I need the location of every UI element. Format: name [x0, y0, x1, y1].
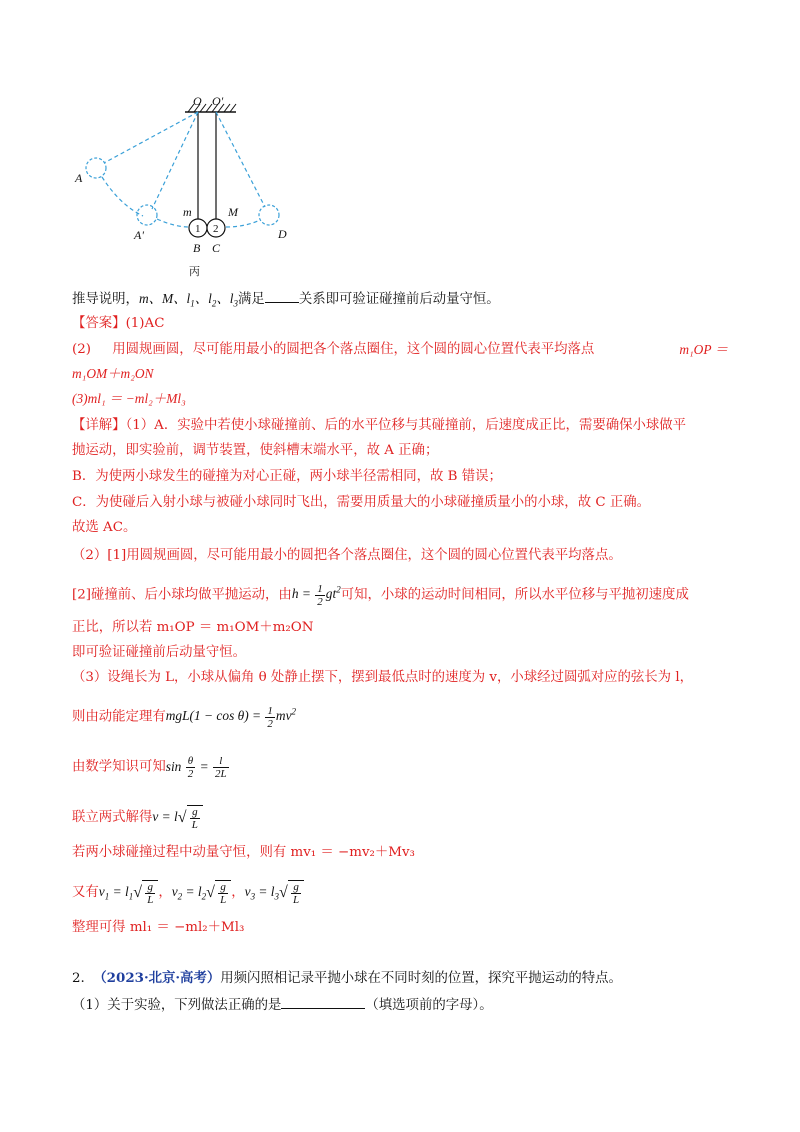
detail-3b — [72, 702, 296, 730]
formula-energy: mgL(1 − cos θ) = $\frac{1}{2}$ $mv^2$ — [165, 704, 297, 730]
label-O-prime: O' — [212, 94, 224, 108]
detail-3g: 整理可得 ml₁ ＝ −ml₂＋Ml₃ — [72, 920, 245, 935]
dashed-string-A-prime — [152, 112, 198, 209]
detail-3b-pre: 则由动能定理有 — [72, 709, 166, 725]
detail-3d — [72, 805, 203, 831]
detail-1b: 抛运动，即实验前，调节装置，使斜槽末端水平，故 A 正确； — [72, 443, 439, 458]
detail-label: 【详解】 — [72, 418, 126, 433]
detail-3e: 若两小球碰撞过程中动量守恒，则有 mv₁ ＝ −mv₂＋Mv₃ — [72, 845, 415, 860]
answer-line-1 — [72, 314, 164, 334]
derive-prefix: 推导说明， — [72, 292, 139, 307]
question-2-number: 2. — [72, 971, 85, 986]
arc-left — [102, 177, 143, 216]
detail-3f-pre: 又有 — [72, 885, 99, 901]
answer-2-eq1: m₁OP ＝ — [679, 342, 728, 357]
formula-sine: sin $\frac{\theta}{2}$ = $\frac{l}{2L}$ — [165, 755, 227, 780]
pendulum-diagram — [0, 0, 800, 290]
question-2-sub-1-post: （填选项前的字母）。 — [365, 998, 493, 1013]
ball-1-number: 1 — [195, 223, 201, 235]
question-2 — [72, 968, 622, 989]
answer-part-1: (1)AC — [125, 316, 165, 331]
detail-3c — [72, 755, 230, 780]
question-2-sub-1 — [72, 994, 493, 1016]
formula-velocity: v = l √ $\frac{g}{L}$ — [152, 809, 203, 824]
detail-1d: C．为使碰后入射小球与被碰小球同时飞出，需要用质量大的小球碰撞质量小的小球，故 C 正确。 — [72, 495, 651, 510]
detail-3d-pre: 联立两式解得 — [72, 810, 153, 826]
question-2-text: 用频闪照相记录平抛小球在不同时刻的位置，探究平抛运动的特点。 — [220, 971, 622, 986]
formula-fall-height: h = $\frac{1}{2}$ $gt^2$ — [291, 582, 341, 608]
question-2-source: （2023·北京·高考） — [93, 970, 221, 986]
formula-v3: $v_3 = l_3$ √ $\frac{g}{L}$ — [245, 884, 305, 899]
answer-label: 【答案】 — [72, 316, 126, 331]
detail-3f: 又有$v_1 = l_1$ √ $\frac{g}{L}$ ，$v_2 = l_2$ √ $\frac{g}{L}$ ，$v_3 = l_3$ √ $\frac{g}{L}$ — [72, 880, 304, 907]
label-D: D — [278, 227, 287, 241]
question-2-blank[interactable] — [281, 994, 365, 1009]
ball-A-dashed — [86, 158, 106, 178]
label-O: O — [193, 94, 202, 108]
answer-2-text: 用圆规画圆，尽可能用最小的圆把各个落点圈住，这个圆的圆心位置代表平均落点 — [112, 342, 595, 357]
arc-bottom-right — [226, 220, 260, 227]
detail-2b — [72, 580, 689, 608]
answer-line-2 — [72, 340, 728, 360]
derive-vars: m、M、$l_1$、$l_2$、$l_3$ — [138, 291, 239, 309]
derive-line — [72, 288, 500, 314]
formula-v2: $v_2 = l_2$ √ $\frac{g}{L}$ — [172, 884, 232, 899]
detail-2a: （2）[1]用圆规画圆，尽可能用最小的圆把各个落点圈住，这个圆的圆心位置代表平均落点。 — [72, 548, 622, 563]
dashed-string-D — [216, 112, 265, 207]
dashed-string-A — [104, 112, 198, 163]
detail-2c: 正比，所以若 m₁OP ＝ m₁OM＋m₂ON — [72, 620, 314, 635]
label-A-prime: A' — [134, 228, 144, 242]
label-A: A — [75, 171, 83, 185]
answer-blank[interactable] — [265, 288, 299, 303]
answer-2-eq2: m₁OM＋m₂ON — [72, 366, 154, 381]
detail-1c: B．为使两小球发生的碰撞为对心正碰，两小球半径需相同，故 B 错误； — [72, 469, 502, 484]
question-2-sub-1-pre: （1）关于实验，下列做法正确的是 — [72, 998, 282, 1013]
arc-bottom-left — [157, 219, 189, 227]
detail-1e: 故选 AC。 — [72, 520, 137, 535]
detail-2b-post: 可知，小球的运动时间相同，所以水平位移与平抛初速度成 — [340, 587, 689, 603]
detail-2d: 即可验证碰撞前后动量守恒。 — [72, 645, 247, 660]
label-M: M — [228, 205, 238, 219]
ball-D-dashed — [259, 205, 279, 225]
detail-line-1 — [72, 416, 686, 436]
detail-1a: （1）A．实验中若使小球碰撞前、后的水平位移与其碰撞前，后速度成正比，需要确保小球做平 — [125, 418, 687, 433]
label-B: B — [193, 241, 201, 255]
detail-3a: （3）设绳长为 L，小球从偏角 θ 处静止摆下，摆到最低点时的速度为 v，小球经过圆弧对应的弦长为 l， — [72, 670, 694, 685]
label-C: C — [212, 241, 221, 255]
diagram-caption: 丙 — [189, 265, 200, 278]
detail-2b-pre: [2]碰撞前、后小球均做平抛运动，由 — [72, 587, 292, 603]
derive-conclusion: 关系即可验证碰撞前后动量守恒。 — [298, 292, 500, 307]
answer-3: (3)ml₁ ＝ −ml₂＋Ml₃ — [72, 391, 186, 406]
detail-3c-pre: 由数学知识可知 — [72, 759, 166, 775]
derive-satisfy: 满足 — [238, 292, 265, 307]
label-m: m — [183, 205, 192, 219]
ball-2-number: 2 — [213, 223, 219, 235]
answer-2-num: (2) — [72, 342, 91, 357]
formula-v1: $v_1 = l_1$ √ $\frac{g}{L}$ — [99, 884, 159, 899]
ball-A-prime-dashed — [137, 205, 157, 225]
